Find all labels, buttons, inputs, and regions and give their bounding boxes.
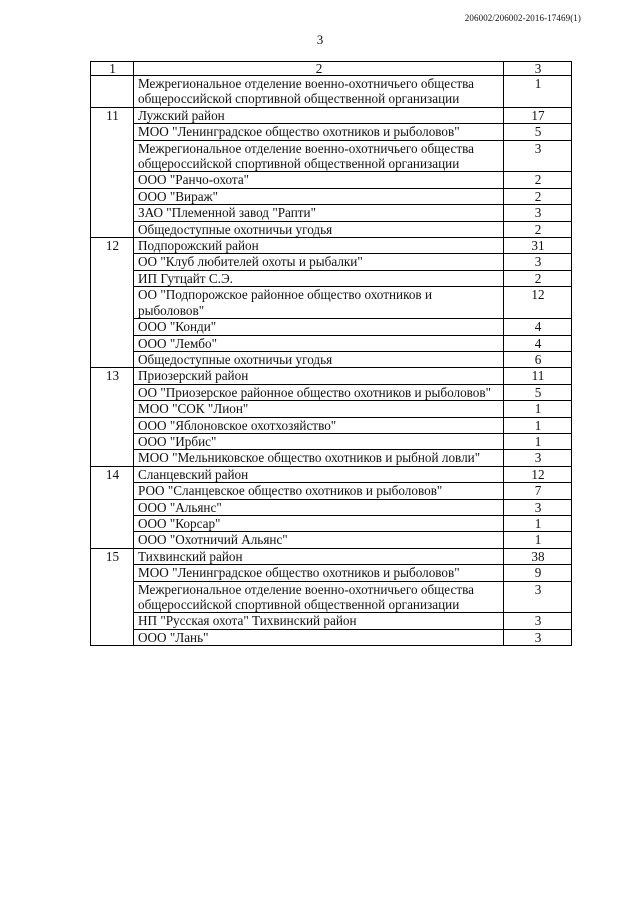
count-cell: 3 [504,450,572,466]
count-cell: 1 [504,515,572,531]
organization-name-cell: ООО "Ирбис" [134,433,504,449]
count-cell: 38 [504,548,572,564]
organization-name-cell: Межрегиональное отделение военно-охотничьего общества общероссийской спортивной общественной организации [134,140,504,172]
count-cell: 12 [504,466,572,482]
organization-name-cell: ООО "Лембо" [134,335,504,351]
organization-name-cell: НП "Русская охота" Тихвинский район [134,613,504,629]
organization-name-cell: Лужский район [134,107,504,123]
organization-name-cell: Тихвинский район [134,548,504,564]
row-number-cell: 15 [91,548,134,564]
organization-row [91,254,572,270]
count-cell: 31 [504,238,572,254]
district-row [91,548,572,564]
organization-name-cell: ООО "Конди" [134,319,504,335]
count-cell: 1 [504,401,572,417]
organization-row [91,188,572,204]
row-number-cell [91,581,134,613]
count-cell: 5 [504,384,572,400]
organization-row [91,384,572,400]
row-number-cell [91,565,134,581]
organization-name-cell: ООО "Вираж" [134,188,504,204]
row-number-cell [91,499,134,515]
organization-row [91,351,572,367]
organization-name-cell: МОО "СОК "Лион" [134,401,504,417]
count-cell: 1 [504,417,572,433]
row-number-cell [91,351,134,367]
row-number-cell: 13 [91,368,134,384]
organization-name-cell: ООО "Охотничий Альянс" [134,532,504,548]
organization-row [91,76,572,108]
row-number-cell [91,532,134,548]
count-cell: 7 [504,483,572,499]
organization-row [91,613,572,629]
district-row [91,238,572,254]
organization-row [91,581,572,613]
organization-row [91,287,572,319]
organization-name-cell: ЗАО "Племенной завод "Рапти" [134,205,504,221]
row-number-cell [91,205,134,221]
organization-row [91,450,572,466]
count-cell: 3 [504,205,572,221]
organization-name-cell: Подпорожский район [134,238,504,254]
organization-name-cell: ООО "Корсар" [134,515,504,531]
row-number-cell: 12 [91,238,134,254]
district-row [91,107,572,123]
count-cell: 3 [504,613,572,629]
header-col-3: 3 [504,62,572,76]
row-number-cell [91,124,134,140]
organization-name-cell: МОО "Ленинградское общество охотников и рыболовов" [134,124,504,140]
count-cell: 3 [504,499,572,515]
organization-name-cell: Приозерский район [134,368,504,384]
row-number-cell [91,613,134,629]
organization-name-cell: ОО "Приозерское районное общество охотников и рыболовов" [134,384,504,400]
count-cell: 3 [504,140,572,172]
organization-row [91,483,572,499]
organization-row [91,417,572,433]
count-cell: 1 [504,76,572,108]
district-row [91,368,572,384]
organization-name-cell: ООО "Альянс" [134,499,504,515]
organization-row [91,401,572,417]
organization-row [91,140,572,172]
row-number-cell [91,401,134,417]
row-number-cell [91,335,134,351]
row-number-cell [91,254,134,270]
organization-row [91,172,572,188]
count-cell: 2 [504,172,572,188]
organization-name-cell: ОО "Клуб любителей охоты и рыбалки" [134,254,504,270]
row-number-cell [91,384,134,400]
row-number-cell [91,188,134,204]
district-row [91,466,572,482]
organization-name-cell: Межрегиональное отделение военно-охотничьего общества общероссийской спортивной общественной организации [134,76,504,108]
organization-row [91,629,572,645]
organization-row [91,270,572,286]
count-cell: 2 [504,188,572,204]
organization-row [91,319,572,335]
row-number-cell [91,515,134,531]
header-col-1: 1 [91,62,134,76]
count-cell: 3 [504,629,572,645]
row-number-cell: 14 [91,466,134,482]
organization-name-cell: ИП Гутцайт С.Э. [134,270,504,286]
row-number-cell [91,270,134,286]
organization-name-cell: Межрегиональное отделение военно-охотничьего общества общероссийской спортивной общественной организации [134,581,504,613]
count-cell: 1 [504,532,572,548]
page-number: 3 [316,32,324,47]
organization-name-cell: ООО "Лань" [134,629,504,645]
organization-row [91,221,572,237]
count-cell: 2 [504,221,572,237]
organization-name-cell: РОО "Сланцевское общество охотников и рыболовов" [134,483,504,499]
organization-name-cell: МОО "Ленинградское общество охотников и рыболовов" [134,565,504,581]
count-cell: 1 [504,433,572,449]
row-number-cell [91,221,134,237]
organization-name-cell: ОО "Подпорожское районное общество охотников и рыболовов" [134,287,504,319]
count-cell: 11 [504,368,572,384]
count-cell: 12 [504,287,572,319]
count-cell: 9 [504,565,572,581]
organization-row [91,515,572,531]
header-col-2: 2 [134,62,504,76]
row-number-cell [91,172,134,188]
row-number-cell [91,483,134,499]
organization-name-cell: ООО "Яблоновское охотхозяйство" [134,417,504,433]
organization-row [91,335,572,351]
row-number-cell [91,433,134,449]
organization-row [91,565,572,581]
organization-row [91,124,572,140]
count-cell: 4 [504,319,572,335]
hunting-grounds-table [90,61,572,646]
organization-name-cell: МОО "Мельниковское общество охотников и рыбной ловли" [134,450,504,466]
row-number-cell [91,287,134,319]
document-number: 206002/206002-2016-17469(1) [464,13,581,23]
row-number-cell [91,450,134,466]
row-number-cell [91,417,134,433]
organization-row [91,205,572,221]
organization-name-cell: ООО "Ранчо-охота" [134,172,504,188]
row-number-cell [91,76,134,108]
count-cell: 3 [504,254,572,270]
count-cell: 5 [504,124,572,140]
organization-row [91,433,572,449]
count-cell: 2 [504,270,572,286]
row-number-cell: 11 [91,107,134,123]
table-header-row [91,62,572,76]
count-cell: 17 [504,107,572,123]
row-number-cell [91,319,134,335]
count-cell: 6 [504,351,572,367]
organization-name-cell: Общедоступные охотничьи угодья [134,351,504,367]
organization-row [91,532,572,548]
row-number-cell [91,140,134,172]
row-number-cell [91,629,134,645]
organization-name-cell: Сланцевский район [134,466,504,482]
organization-row [91,499,572,515]
count-cell: 3 [504,581,572,613]
organization-name-cell: Общедоступные охотничьи угодья [134,221,504,237]
count-cell: 4 [504,335,572,351]
